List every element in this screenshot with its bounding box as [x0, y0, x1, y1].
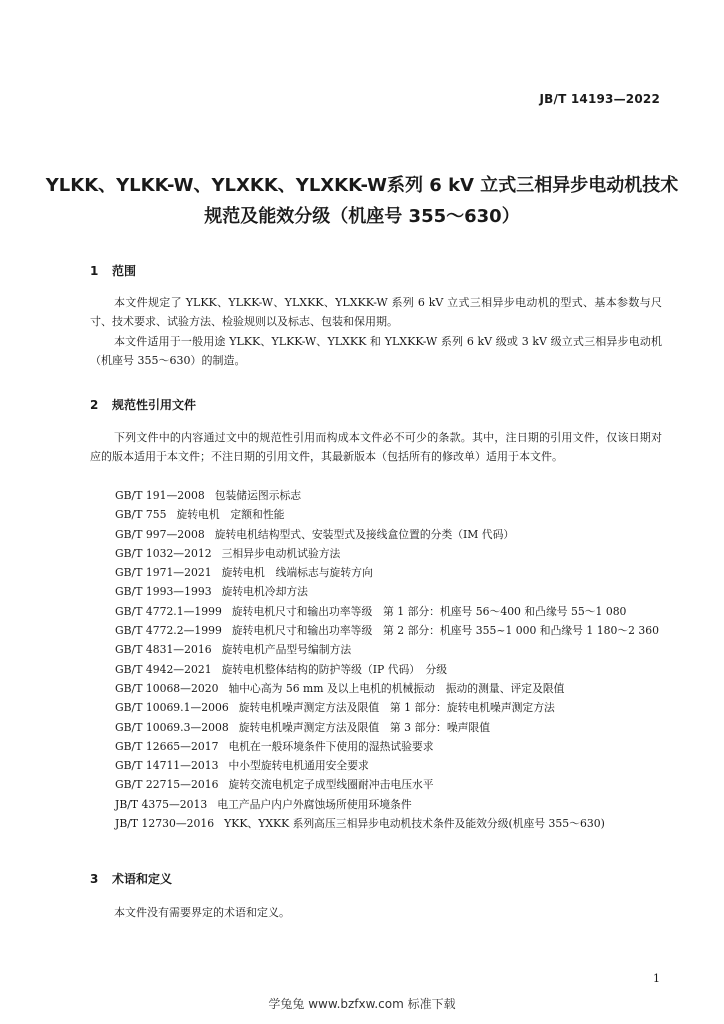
section-number: 3 [90, 872, 99, 886]
reference-code: GB/T 10069.1—2006 [115, 701, 229, 715]
reference-title: 旋转电机整体结构的防护等级（IP 代码） 分级 [221, 662, 448, 676]
reference-title: 旋转电机产品型号编制方法 [221, 643, 352, 657]
reference-item [90, 756, 670, 775]
section-3-paragraph-1: 本文件没有需要界定的术语和定义。 [114, 906, 290, 919]
reference-item [90, 505, 670, 524]
reference-code: GB/T 10069.3—2008 [115, 720, 229, 734]
normative-references-list [90, 486, 670, 833]
title-line-1: YLKK、YLKK-W、YLXKK、YLXKK-W系列 6 kV 立式三相异步电动机技术 [45, 175, 679, 196]
title-line-2: 规范及能效分级（机座号 355～630） [204, 206, 520, 227]
document-title [40, 170, 684, 232]
section-title: 规范性引用文件 [112, 398, 197, 412]
reference-code: GB/T 997—2008 [115, 527, 205, 541]
reference-code: GB/T 1971—2021 [115, 566, 212, 580]
reference-item [90, 486, 670, 505]
reference-code: GB/T 191—2008 [115, 489, 205, 502]
reference-title: 旋转电机 定额和性能 [176, 508, 285, 522]
reference-title: 旋转电机冷却方法 [221, 585, 308, 599]
reference-title: 包装储运图示标志 [214, 489, 302, 502]
reference-title: 旋转电机结构型式、安装型式及接线盒位置的分类（IM 代码） [214, 527, 515, 541]
reference-title: 旋转电机噪声测定方法及限值 第 1 部分：旋转电机噪声测定方法 [238, 701, 555, 715]
reference-item [90, 698, 670, 717]
reference-item [90, 640, 670, 659]
standard-number: JB/T 14193—2022 [539, 92, 660, 106]
reference-item [90, 679, 670, 698]
reference-item [90, 525, 670, 544]
reference-item [90, 814, 670, 833]
reference-code: GB/T 4831—2016 [115, 643, 212, 657]
reference-title: 旋转电机噪声测定方法及限值 第 3 部分：噪声限值 [238, 720, 491, 734]
reference-title: 旋转交流电机定子成型线圈耐冲击电压水平 [228, 778, 434, 792]
section-1-paragraph-2: 本文件适用于一般用途 YLKK、YLKK-W、YLXKK 和 YLXKK-W 系列 6 kV 级或 3 kV 级立式三相异步电动机（机座号 355～630）的制造。 [90, 335, 662, 368]
reference-title: 轴中心高为 56 mm 及以上电机的机械振动 振动的测量、评定及限值 [228, 681, 565, 695]
reference-code: JB/T 4375—2013 [115, 797, 208, 811]
reference-code: GB/T 755 [115, 508, 167, 522]
reference-item [90, 582, 670, 601]
section-1-paragraph-1: 本文件规定了 YLKK、YLKK-W、YLXKK、YLXKK-W 系列 6 kV 立式三相异步电动机的型式、基本参数与尺寸、技术要求、试验方法、检验规则以及标志、包装和保用期。 [90, 296, 662, 329]
reference-item [90, 621, 660, 640]
section-number: 2 [90, 398, 99, 412]
reference-code: GB/T 12665—2017 [115, 739, 219, 753]
watermark-text: 学兔兔 www.bzfxw.com 标准下载 [268, 997, 456, 1011]
reference-title: 旋转电机尺寸和输出功率等级 第 2 部分：机座号 355~1 000 和凸缘号 1 180～2 360 [231, 624, 660, 638]
section-number: 1 [90, 264, 99, 278]
reference-code: GB/T 10068—2020 [115, 681, 219, 695]
reference-code: GB/T 22715—2016 [115, 778, 219, 792]
reference-title: 中小型旋转电机通用安全要求 [228, 759, 369, 773]
reference-code: GB/T 4772.1—1999 [115, 604, 222, 618]
section-2-paragraph-1: 下列文件中的内容通过文中的规范性引用而构成本文件必不可少的条款。其中，注日期的引用文件，仅该日期对应的版本适用于本文件；不注日期的引用文件，其最新版本（包括所有的修改单）适用于本文件。 [90, 431, 662, 464]
reference-title: YKK、YXKK 系列高压三相异步电动机技术条件及能效分级(机座号 355～630) [224, 817, 605, 831]
reference-item [90, 602, 670, 621]
reference-code: GB/T 14711—2013 [115, 759, 219, 773]
section-3-heading [90, 870, 172, 887]
section-1-heading [90, 262, 136, 279]
reference-item [90, 544, 670, 563]
reference-item [90, 775, 670, 794]
section-title: 范围 [112, 264, 137, 278]
section-title: 术语和定义 [112, 872, 173, 886]
reference-title: 三相异步电动机试验方法 [221, 546, 341, 560]
reference-title: 旋转电机 线端标志与旋转方向 [221, 566, 373, 580]
reference-item [90, 737, 670, 756]
reference-item [90, 660, 670, 679]
reference-code: GB/T 4942—2021 [115, 662, 212, 676]
section-2-heading [90, 396, 196, 413]
reference-item [90, 563, 670, 582]
reference-title: 电工产品户内户外腐蚀场所使用环境条件 [217, 797, 412, 811]
reference-code: JB/T 12730—2016 [115, 817, 215, 831]
reference-code: GB/T 4772.2—1999 [115, 624, 222, 638]
reference-title: 电机在一般环境条件下使用的湿热试验要求 [228, 739, 434, 753]
reference-code: GB/T 1032—2012 [115, 546, 212, 560]
reference-code: GB/T 1993—1993 [115, 585, 212, 599]
page-number: 1 [653, 972, 660, 985]
reference-item [90, 795, 670, 814]
reference-item [90, 718, 670, 737]
reference-title: 旋转电机尺寸和输出功率等级 第 1 部分：机座号 56～400 和凸缘号 55～1 080 [231, 604, 627, 618]
